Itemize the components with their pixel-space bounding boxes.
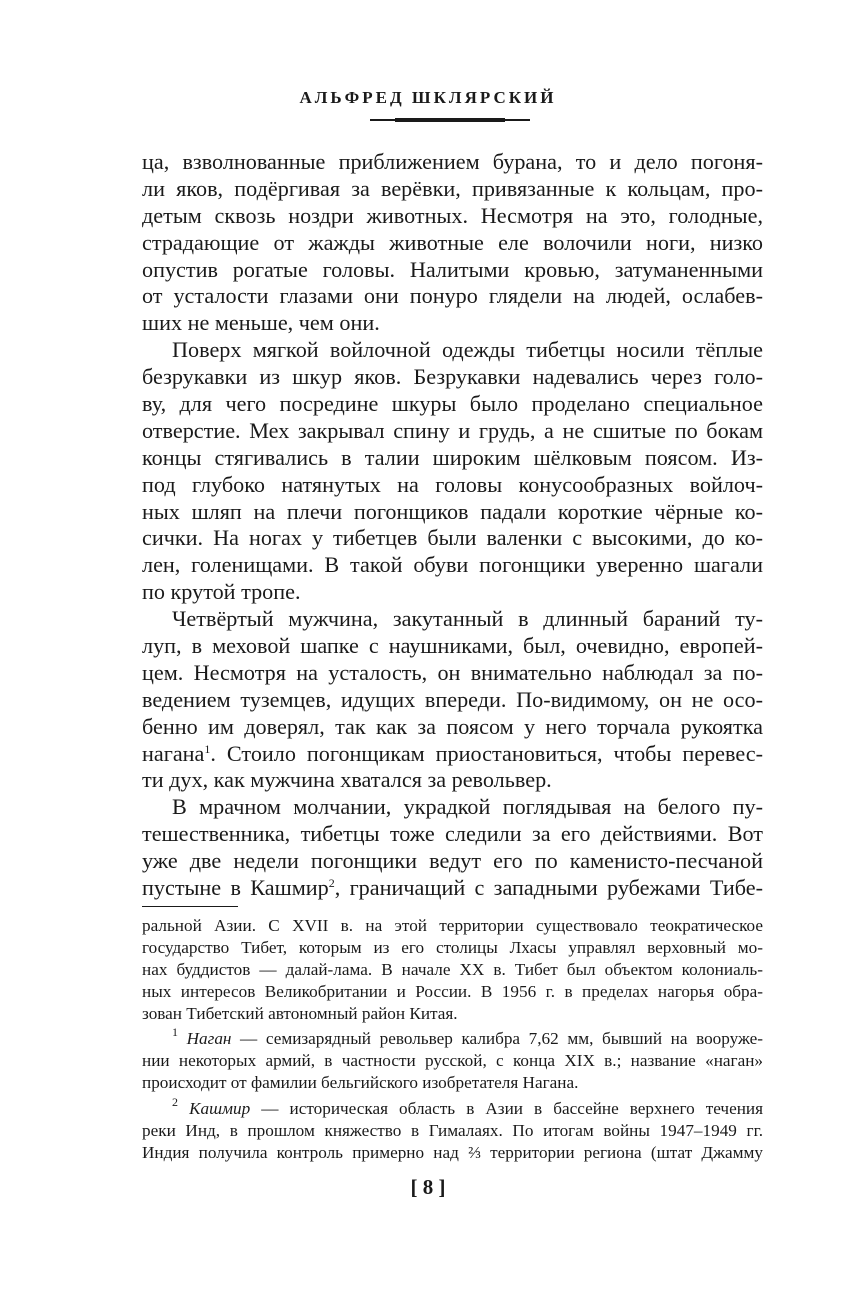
text-line: под глубоко натянутых на головы конусообразных войлоч- xyxy=(142,471,763,497)
footnote-ref-2[interactable]: 2 xyxy=(328,876,335,891)
footnote-line: ных интересов Великобритании и России. В 1956 г. в пределах нагорья обра- xyxy=(142,981,763,1001)
text-line: ву, для чего посредине шкуры было проделано специальное xyxy=(142,391,763,417)
footnote-term: Кашмир xyxy=(189,1099,251,1119)
footnote-1 xyxy=(142,1025,763,1050)
running-head: АЛЬФРЕД ШКЛЯРСКИЙ xyxy=(299,88,557,107)
text-line: сички. На ногах у тибетцев были валенки с высокими, до ко- xyxy=(142,525,763,551)
text-line xyxy=(142,875,763,902)
footnote-marker: 2 xyxy=(172,1095,178,1110)
text-line: ти дух, как мужчина хватался за револьвер. xyxy=(142,767,552,793)
text-line: луп, в меховой шапке с наушниками, был, очевидно, европей- xyxy=(142,633,763,659)
main-text xyxy=(142,149,763,902)
text-line: тешественника, тибетцы тоже следили за его действиями. Вот xyxy=(142,821,763,847)
text-line: цем. Несмотря на усталость, он внимательно наблюдал за по- xyxy=(142,659,763,685)
footnote-text: — историческая область в Азии в бассейне верхнего течения xyxy=(250,1099,764,1119)
text-line: отверстие. Мех закрывал спину и грудь, а не сшитые по бокам xyxy=(142,417,763,443)
footnote-marker: 1 xyxy=(172,1025,178,1040)
footnote-line: Индия получила контроль примерно над ⅔ территории региона (штат Джамму xyxy=(142,1142,763,1162)
text-line xyxy=(142,741,763,768)
footnote-line: нах буддистов — далай-лама. В начале XX в. Тибет был объектом колониаль- xyxy=(142,959,763,979)
text-fragment: пустыне в Кашмир xyxy=(142,875,329,901)
footnotes xyxy=(142,915,763,1164)
text-line: от усталости глазами они понуро глядели на людей, ослабев- xyxy=(142,283,763,309)
text-fragment: . Стоило погонщикам приостановиться, чтобы перевес- xyxy=(210,740,763,766)
text-line: уже две недели погонщики ведут его по каменисто-песчаной xyxy=(142,848,763,874)
text-line: ли яков, подёргивая за верёвки, привязанные к кольцам, про- xyxy=(142,175,763,201)
footnote-line: нии некоторых армий, в частности русской, с конца XIX в.; название «наган» xyxy=(142,1051,763,1071)
text-line: Поверх мягкой войлочной одежды тибетцы носили тёплые xyxy=(172,337,763,363)
text-line: ца, взволнованные приближением бурана, то и дело погоня- xyxy=(142,149,763,174)
page-number: [ 8 ] xyxy=(410,1175,446,1199)
footnote-rule xyxy=(142,906,238,907)
header-rule xyxy=(370,119,530,121)
footnote-line: ральной Азии. С XVII в. на этой территории существовало теократическое xyxy=(142,916,763,935)
text-line: ных шляп на плечи погонщиков падали короткие чёрные ко- xyxy=(142,498,763,524)
text-line: лен, голенищами. В такой обуви погонщики уверенно шагали xyxy=(142,552,763,578)
text-fragment: нагана xyxy=(142,740,205,766)
text-line: детым сквозь ноздри животных. Несмотря на это, голодные, xyxy=(142,202,763,228)
text-line: ших не меньше, чем они. xyxy=(142,310,380,336)
footnote-ref-1[interactable]: 1 xyxy=(204,741,211,756)
footnote-line: государство Тибет, которым из его столицы Лхасы управлял верховный мо- xyxy=(142,937,763,957)
text-line: по крутой тропе. xyxy=(142,579,301,605)
text-fragment: , граничащий с западными рубежами Тибе- xyxy=(334,875,763,901)
footnote-text: — семизарядный револьвер калибра 7,62 мм, бывший на вооруже- xyxy=(231,1029,763,1049)
footnote-term: Наган xyxy=(186,1029,232,1049)
text-line: ведением туземцев, идущих впереди. По-видимому, он не осо- xyxy=(142,686,763,712)
text-line: опустив рогатые головы. Налитыми кровью, затуманенными xyxy=(142,256,763,282)
text-line: безрукавки из шкур яков. Безрукавки надевались через голо- xyxy=(142,364,763,390)
footnote-line: реки Инд, в прошлом княжество в Гималаях. По итогам войны 1947–1949 гг. xyxy=(142,1121,763,1141)
footnote-2 xyxy=(142,1095,764,1120)
text-line: Четвёртый мужчина, закутанный в длинный бараний ту- xyxy=(172,606,763,632)
footnote-line: зован Тибетский автономный район Китая. xyxy=(142,1003,458,1023)
text-line: В мрачном молчании, украдкой поглядывая на белого пу- xyxy=(172,794,763,820)
text-line: концы стягивались в талии широким шёлковым поясом. Из- xyxy=(142,444,763,470)
text-line: страдающие от жажды животные еле волочили ноги, низко xyxy=(142,229,763,255)
text-line: бенно им доверял, так как за поясом у него торчала рукоятка xyxy=(142,713,763,739)
footnote-line: происходит от фамилии бельгийского изобретателя Нагана. xyxy=(142,1073,579,1093)
